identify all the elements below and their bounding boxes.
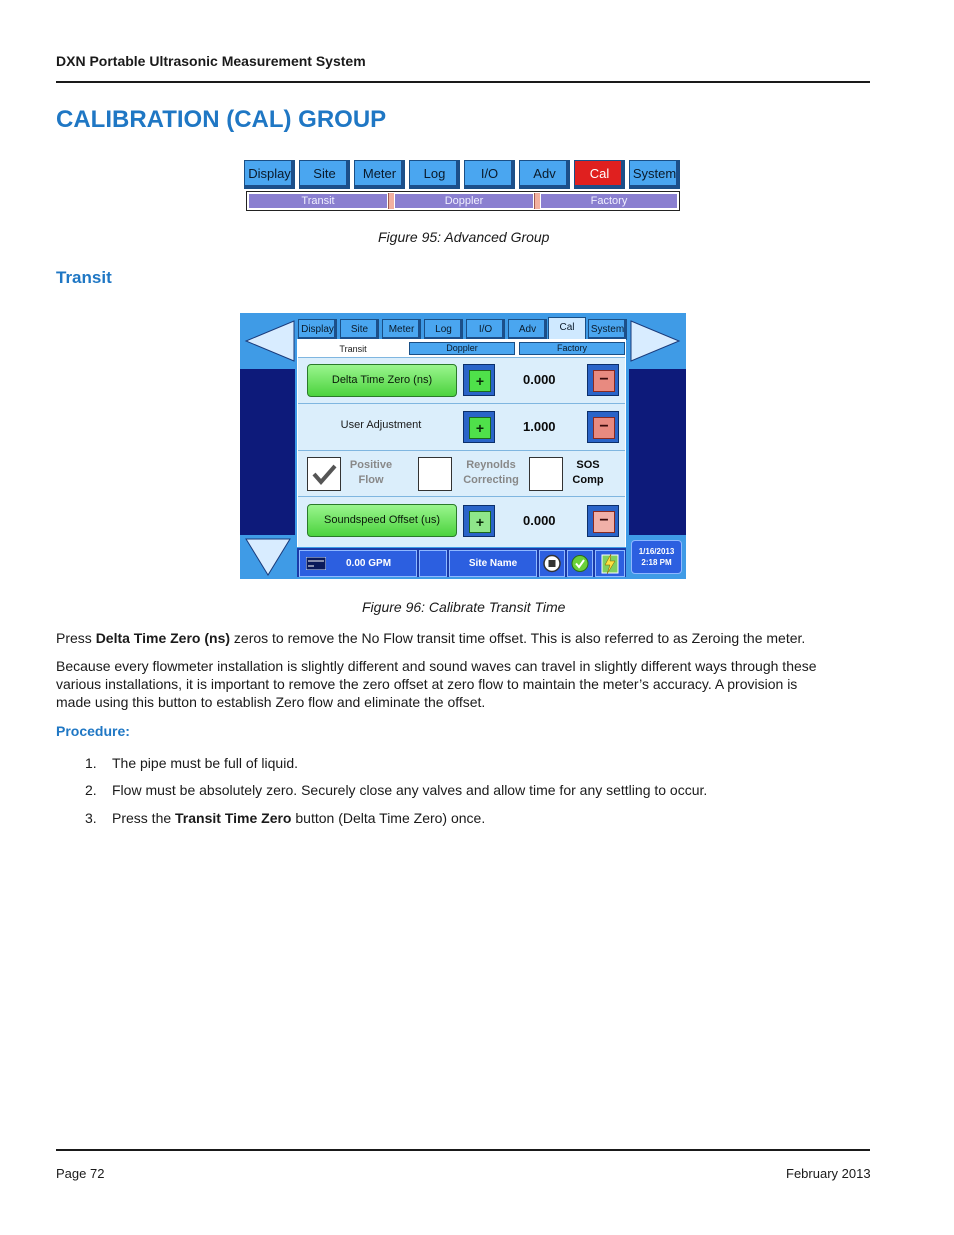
p2-line: various installations, it is important to remove the zero offset at zero flow to maintain the meter’s accuracy. A provision is	[56, 676, 798, 692]
subtab-doppler[interactable]: Doppler	[409, 342, 515, 355]
date-text: 1/16/2013	[638, 547, 675, 556]
date-time-display	[631, 540, 682, 574]
minus-icon: −	[593, 370, 615, 392]
tab-adv[interactable]: Adv	[508, 319, 547, 340]
flow-value: 0.00 GPM	[346, 558, 392, 569]
positive-flow-label: Positive Flow	[349, 459, 393, 486]
delta-time-row	[298, 357, 625, 403]
plus-icon: +	[469, 511, 491, 533]
time-text: 2:18 PM	[641, 558, 672, 567]
meter-icon	[306, 557, 326, 570]
footer-date: February 2013	[786, 1166, 871, 1181]
delta-time-value: 0.000	[523, 372, 556, 387]
decrement-button[interactable]	[587, 364, 619, 396]
plus-icon: +	[469, 417, 491, 439]
tab-system[interactable]: System	[629, 160, 680, 189]
minus-icon: −	[593, 511, 615, 533]
user-adjustment-row	[298, 403, 625, 450]
subtab-factory[interactable]: Factory	[541, 194, 677, 208]
step-text-bold: Transit Time Zero	[175, 810, 292, 826]
soundspeed-offset-value: 0.000	[523, 513, 556, 528]
step-number: 1.	[85, 755, 97, 771]
minus-icon: −	[593, 417, 615, 439]
subtab-doppler[interactable]: Doppler	[395, 194, 533, 208]
page-number: Page 72	[56, 1166, 105, 1181]
p1-bold: Delta Time Zero (ns)	[95, 630, 231, 646]
calibration-panel	[297, 339, 626, 547]
sos-comp-label: SOS Comp	[572, 459, 604, 486]
subtab-transit[interactable]: Transit	[301, 341, 405, 357]
subsection-title: Transit	[56, 268, 112, 287]
tab-cal[interactable]: Cal	[548, 317, 586, 342]
options-row	[298, 450, 625, 496]
tab-site[interactable]: Site	[299, 160, 350, 189]
positive-flow-checkbox[interactable]	[307, 457, 341, 491]
user-adjustment-value: 1.000	[523, 419, 556, 434]
checkmark-icon	[308, 458, 340, 490]
left-side-panel	[240, 369, 295, 535]
check-circle-icon	[568, 551, 592, 576]
footer-rule	[56, 1149, 870, 1151]
tab-log[interactable]: Log	[409, 160, 460, 189]
header-rule	[56, 81, 870, 83]
increment-button[interactable]	[463, 364, 495, 396]
battery-lightning-icon	[596, 551, 624, 576]
step-text	[112, 810, 485, 826]
step-number: 2.	[85, 782, 97, 798]
subtab-transit[interactable]: Transit	[249, 194, 387, 208]
tab-site[interactable]: Site	[340, 319, 379, 340]
figure-95-caption: Figure 95: Advanced Group	[378, 229, 550, 245]
flow-readout	[299, 550, 417, 577]
tab-io[interactable]: I/O	[466, 319, 505, 340]
paragraph-1	[56, 629, 868, 647]
step-number: 3.	[85, 810, 97, 826]
tab-meter[interactable]: Meter	[354, 160, 405, 189]
section-title: CALIBRATION (CAL) GROUP	[56, 106, 387, 133]
left-arrow-icon[interactable]	[242, 317, 296, 365]
subtab-separator	[534, 193, 540, 209]
p1-text: zeros to remove the No Flow transit time offset. This is also referred to as Zeroing the meter.	[230, 630, 806, 646]
status-bar	[297, 548, 626, 577]
reynolds-label: Reynolds Correcting	[463, 459, 519, 486]
reynolds-checkbox[interactable]	[418, 457, 452, 491]
p1-text: Press	[56, 630, 96, 646]
subtab-separator	[388, 193, 394, 209]
step-text-part: Press the	[112, 810, 176, 826]
figure-96-caption: Figure 96: Calibrate Transit Time	[362, 599, 566, 615]
status-ok-button[interactable]	[567, 550, 593, 577]
blank-indicator	[419, 550, 447, 577]
step-text: Flow must be absolutely zero. Securely close any valves and allow time for any settling to occur.	[112, 782, 708, 798]
subtab-strip	[246, 191, 680, 211]
right-arrow-icon[interactable]	[629, 317, 683, 365]
subtab-factory[interactable]: Factory	[519, 342, 625, 355]
step-text-part: button (Delta Time Zero) once.	[291, 810, 486, 826]
plus-icon: +	[469, 370, 491, 392]
increment-button[interactable]	[463, 505, 495, 537]
decrement-button[interactable]	[587, 505, 619, 537]
right-side-panel	[629, 369, 686, 535]
tab-adv[interactable]: Adv	[519, 160, 570, 189]
tab-display[interactable]: Display	[244, 160, 295, 189]
stop-icon	[540, 551, 564, 576]
site-name: Site Name	[449, 550, 537, 577]
running-header: DXN Portable Ultrasonic Measurement System	[56, 53, 366, 69]
tab-cal[interactable]: Cal	[574, 160, 625, 189]
p2-line: made using this button to establish Zero flow and eliminate the offset.	[56, 694, 486, 710]
p2-line: Because every flowmeter installation is slightly different and sound waves can travel in slightly different ways through these	[56, 658, 817, 674]
stop-button[interactable]	[539, 550, 565, 577]
decrement-button[interactable]	[587, 411, 619, 443]
increment-button[interactable]	[463, 411, 495, 443]
tab-system[interactable]: System	[588, 319, 627, 340]
delta-time-zero-button[interactable]: Delta Time Zero (ns)	[307, 364, 457, 397]
tab-log[interactable]: Log	[424, 319, 463, 340]
tab-display[interactable]: Display	[298, 319, 337, 340]
figure-96-screen	[240, 313, 686, 579]
procedure-heading: Procedure:	[56, 723, 130, 739]
down-arrow-icon[interactable]	[242, 537, 294, 577]
paragraph-2	[56, 657, 868, 711]
sos-comp-checkbox[interactable]	[529, 457, 563, 491]
soundspeed-row	[298, 496, 625, 547]
soundspeed-offset-button[interactable]: Soundspeed Offset (us)	[307, 504, 457, 537]
tab-io[interactable]: I/O	[464, 160, 515, 189]
tab-meter[interactable]: Meter	[382, 319, 421, 340]
step-text: The pipe must be full of liquid.	[112, 755, 298, 771]
user-adjustment-label: User Adjustment	[340, 419, 422, 431]
power-status[interactable]	[595, 550, 625, 577]
